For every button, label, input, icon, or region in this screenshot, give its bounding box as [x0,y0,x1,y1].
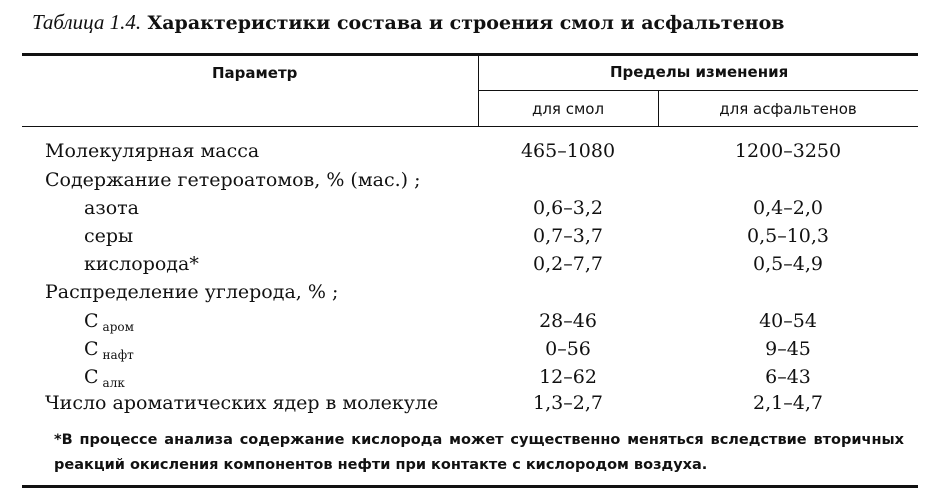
row-label: азота [84,197,139,219]
row-label: Число ароматических ядер в молекуле [45,392,439,414]
value-resins: 0,6–3,2 [533,197,603,219]
row-label: С $_{аром}$ [84,310,134,334]
header-asphaltenes: для асфальтенов [719,100,857,118]
row-label: серы [84,225,134,247]
table-title [32,10,784,35]
table-row [0,392,930,420]
table-row [0,281,930,309]
row-label-subscript: алк [102,376,125,390]
table-row [0,197,930,225]
header-resins: для смол [531,100,605,118]
table-row [0,140,930,168]
table-caption: Характеристики состава и строения смол и асфальтенов [147,12,785,34]
row-label: Распределение углерода, % ; [45,281,339,303]
row-label: С $_{алк}$ [84,366,125,390]
value-resins: 0,2–7,7 [533,253,603,275]
value-asphaltenes: 0,5–10,3 [746,225,830,247]
value-asphaltenes: 0,4–2,0 [753,197,823,219]
value-asphaltenes: 0,5–4,9 [753,253,823,275]
value-resins: 28–46 [539,310,597,332]
row-label-subscript: аром [102,320,134,334]
value-resins: 1,3–2,7 [533,392,603,414]
table-row [0,338,930,366]
value-resins: 465–1080 [520,140,616,162]
row-label: Молекулярная масса [45,140,260,162]
table-row [0,225,930,253]
header-bottom-rule [22,126,918,127]
table-row [0,366,930,394]
bottom-rule [22,485,918,488]
value-resins: 0–56 [545,338,591,360]
value-asphaltenes: 2,1–4,7 [753,392,823,414]
row-label: кислорода* [84,253,199,275]
table-row [0,253,930,281]
header-subrule [478,90,918,91]
table-number: Таблица 1.4. [32,10,142,34]
header-range: Пределы изменения [610,63,789,81]
value-asphaltenes: 6–43 [765,366,811,388]
value-asphaltenes: 9–45 [765,338,811,360]
top-rule [22,53,918,56]
header-parameter: Параметр [212,64,298,82]
value-asphaltenes: 1200–3250 [734,140,842,162]
value-resins: 12–62 [539,366,597,388]
row-label: Содержание гетероатомов, % (мас.) ; [45,169,421,191]
footnote: *В процессе анализа содержание кислорода может существенно меняться вследствие вторичных реакций окисления компонентов нефти при контакте с кислородом воздуха. [54,432,904,473]
table-row [0,310,930,338]
row-label-subscript: нафт [102,348,134,362]
table-row [0,169,930,197]
value-resins: 0,7–3,7 [533,225,603,247]
row-label: С $_{нафт}$ [84,338,134,362]
value-asphaltenes: 40–54 [759,310,817,332]
